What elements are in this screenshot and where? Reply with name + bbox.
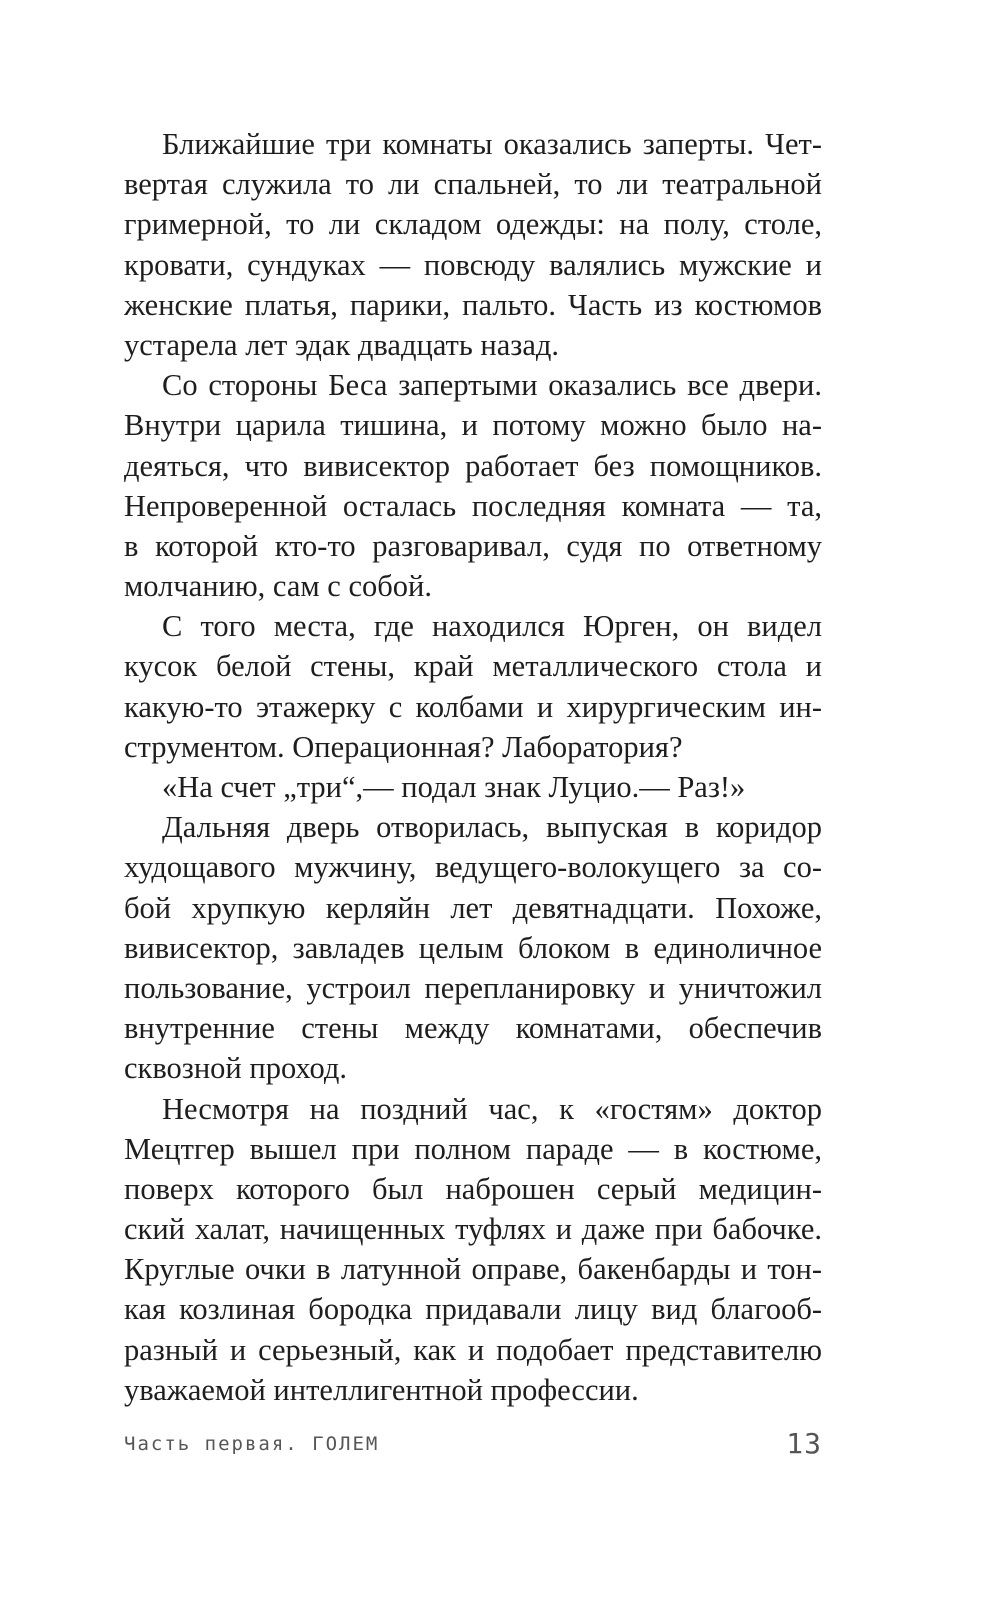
paragraph (124, 365, 822, 606)
text-line: деяться, что вивисектор работает без помощников. (124, 448, 822, 483)
text-line: сквозной проход. (124, 1051, 348, 1086)
running-title: Часть первая. ГОЛЕМ (124, 1433, 380, 1455)
text-line: кая козлиная бородка придавали лицу вид благооб- (124, 1292, 822, 1327)
text-line: Непроверенной осталась последняя комната — та, (124, 488, 822, 523)
text-line: вертая служила то ли спальней, то ли театральной (124, 167, 822, 202)
page-footer (124, 1427, 822, 1467)
text-line: пользование, устроил перепланировку и уничтожил (124, 970, 822, 1005)
paragraph (124, 807, 822, 1088)
paragraph (124, 124, 822, 365)
text-line: кровати, сундуках — повсюду валялись мужские и (124, 247, 822, 282)
text-line: женские платья, парики, пальто. Часть из костюмов (124, 287, 822, 322)
text-line: разный и серьезный, как и подобает представителю (124, 1332, 822, 1367)
text-line: какую-то этажерку с колбами и хирургическим ин- (124, 689, 822, 724)
text-line: Со стороны Беса запертыми оказались все двери. (162, 368, 822, 403)
text-line: молчанию, сам с собой. (124, 569, 432, 604)
text-line: Дальняя дверь отворилась, выпуская в коридор (162, 810, 822, 845)
text-line: поверх которого был наброшен серый медицин- (124, 1171, 822, 1206)
text-line: «На счет „три“,— подал знак Луцио.— Раз!» (162, 770, 746, 804)
paragraph (124, 767, 822, 807)
text-line: Круглые очки в латунной оправе, бакенбарды и тон- (124, 1252, 822, 1287)
text-line: струментом. Операционная? Лаборатория? (124, 729, 683, 764)
text-line: гримерной, то ли складом одежды: на полу, столе, (124, 207, 822, 242)
text-line: вивисектор, завладев целым блоком в единоличное (124, 930, 822, 965)
text-line: худощавого мужчину, ведущего-волокущего за со- (124, 850, 822, 885)
text-line: кусок белой стены, край металлического стола и (124, 649, 822, 684)
page-number: 13 (786, 1427, 822, 1460)
text-line: бой хрупкую керляйн лет девятнадцати. Похоже, (124, 890, 822, 925)
paragraph (124, 1089, 822, 1411)
text-line: внутренние стены между комнатами, обеспечив (124, 1011, 822, 1046)
paragraph (124, 606, 822, 767)
text-line: Внутри царила тишина, и потому можно было на- (124, 408, 822, 443)
text-line: в которой кто-то разговаривал, судя по ответному (124, 528, 822, 563)
text-line: уважаемой интеллигентной профессии. (124, 1372, 639, 1407)
text-line: Несмотря на поздний час, к «гостям» доктор (162, 1091, 822, 1126)
text-line: устарела лет эдак двадцать назад. (124, 327, 560, 362)
text-line: ский халат, начищенных туфлях и даже при бабочке. (124, 1212, 822, 1247)
body-text (124, 124, 822, 1410)
text-line: С того места, где находился Юрген, он видел (162, 609, 822, 644)
text-line: Мецтгер вышел при полном параде — в костюме, (124, 1131, 822, 1166)
text-line: Ближайшие три комнаты оказались заперты. Чет- (162, 127, 822, 161)
